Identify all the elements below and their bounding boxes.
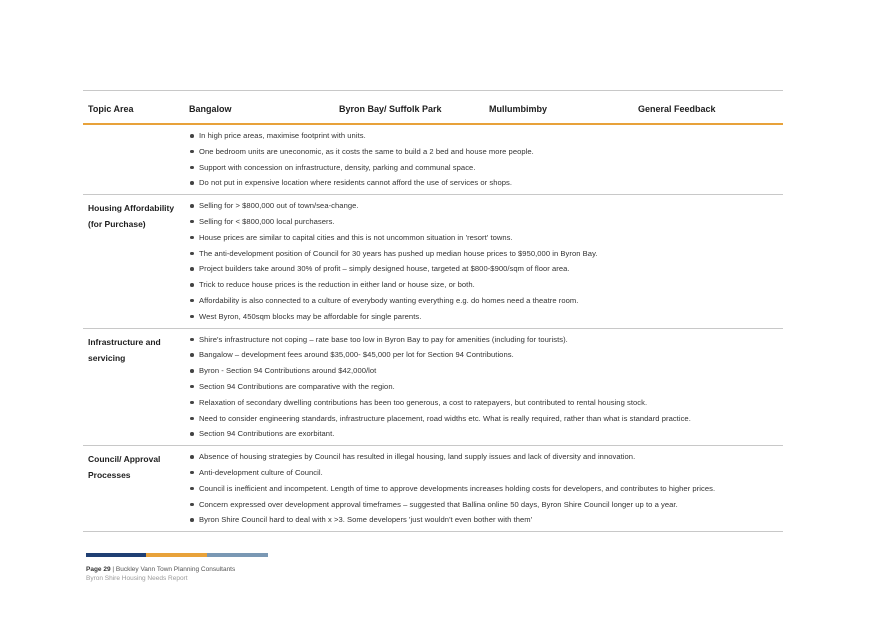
list-item: Section 94 Contributions are exorbitant.: [189, 426, 783, 442]
page-footer: [86, 553, 268, 582]
list-item: Council is inefficient and incompetent. Length of time to approve developments increases holding costs for developers, and contributes to higher prices.: [189, 481, 783, 497]
topic-line: servicing: [88, 352, 126, 363]
header-topic-area: Topic Area: [88, 104, 134, 114]
feedback-table: [83, 90, 783, 532]
list-item: Trick to reduce house prices is the reduction in either land or house size, or both.: [189, 277, 783, 293]
list-item: House prices are similar to capital cities and this is not uncommon situation in 'resort' towns.: [189, 230, 783, 246]
list-item: Affordability is also connected to a culture of everybody wanting everything e.g. do homes need a theatre room.: [189, 293, 783, 309]
list-item: Concern expressed over development approval timeframes – suggested that Ballina online 50 days, Byron Shire Council longer up to a year.: [189, 497, 783, 513]
list-item: Support with concession on infrastructure, density, parking and communal space.: [189, 160, 783, 176]
list-item: Relaxation of secondary dwelling contributions has been too generous, a cost to ratepayers, but contributed to rental housing stock.: [189, 395, 783, 411]
header-byron-bay: Byron Bay/ Suffolk Park: [339, 104, 442, 114]
list-item: Section 94 Contributions are comparative with the region.: [189, 379, 783, 395]
bullet-list: [83, 449, 783, 528]
topic-line: Infrastructure and: [88, 336, 161, 347]
footer-bar-segment-1: [86, 553, 146, 557]
topic-infrastructure: [88, 334, 178, 366]
report-title: Byron Shire Housing Needs Report: [86, 575, 188, 582]
list-item: Byron - Section 94 Contributions around $42,000/lot: [189, 363, 783, 379]
footer-color-bar: [86, 553, 268, 557]
list-item: Byron Shire Council hard to deal with x >3. Some developers 'just wouldn't even bother with them': [189, 512, 783, 528]
bullet-list: [83, 198, 783, 324]
page-number: Page 29: [86, 566, 111, 573]
bullet-list: [83, 128, 783, 191]
list-item: Project builders take around 30% of profit – simply designed house, targeted at $800-$900/sqm of floor area.: [189, 261, 783, 277]
topic-line: (for Purchase): [88, 219, 146, 230]
footer-bar-segment-3: [207, 553, 268, 557]
list-item: Selling for < $800,000 local purchasers.: [189, 214, 783, 230]
topic-line: Housing Affordability: [88, 203, 175, 214]
list-item: One bedroom units are uneconomic, as it costs the same to build a 2 bed and house more people.: [189, 144, 783, 160]
list-item: Bangalow – development fees around $35,000- $45,000 per lot for Section 94 Contributions.: [189, 347, 783, 363]
bullet-list: [83, 332, 783, 443]
list-item: Absence of housing strategies by Council has resulted in illegal housing, land supply issues and lack of diversity and innovation.: [189, 449, 783, 465]
table-row: [83, 125, 783, 195]
company-name: | Buckley Vann Town Planning Consultants: [110, 566, 236, 573]
table-header: [83, 90, 783, 125]
list-item: In high price areas, maximise footprint with units.: [189, 128, 783, 144]
topic-housing-affordability: [88, 200, 178, 232]
footer-page-line: [86, 566, 268, 573]
header-mullumbimby: Mullumbimby: [489, 104, 547, 114]
list-item: Anti-development culture of Council.: [189, 465, 783, 481]
table-row: [83, 446, 783, 532]
header-general-feedback: General Feedback: [638, 104, 716, 114]
table-row: [83, 195, 783, 328]
topic-line: Processes: [88, 470, 131, 481]
table-row: [83, 329, 783, 447]
list-item: Selling for > $800,000 out of town/sea-change.: [189, 198, 783, 214]
header-bangalow: Bangalow: [189, 104, 232, 114]
list-item: West Byron, 450sqm blocks may be affordable for single parents.: [189, 309, 783, 325]
list-item: Need to consider engineering standards, infrastructure placement, road widths etc. What is really required, rather than what is standard practice.: [189, 411, 783, 427]
list-item: The anti-development position of Council for 30 years has pushed up median house prices to $950,000 in Byron Bay.: [189, 246, 783, 262]
list-item: Shire's infrastructure not coping – rate base too low in Byron Bay to pay for amenities (including for tourists).: [189, 332, 783, 348]
topic-line: Council/ Approval: [88, 454, 161, 465]
footer-bar-segment-2: [146, 553, 207, 557]
topic-council-approval: [88, 451, 178, 483]
list-item: Do not put in expensive location where residents cannot afford the use of services or shops.: [189, 175, 783, 191]
